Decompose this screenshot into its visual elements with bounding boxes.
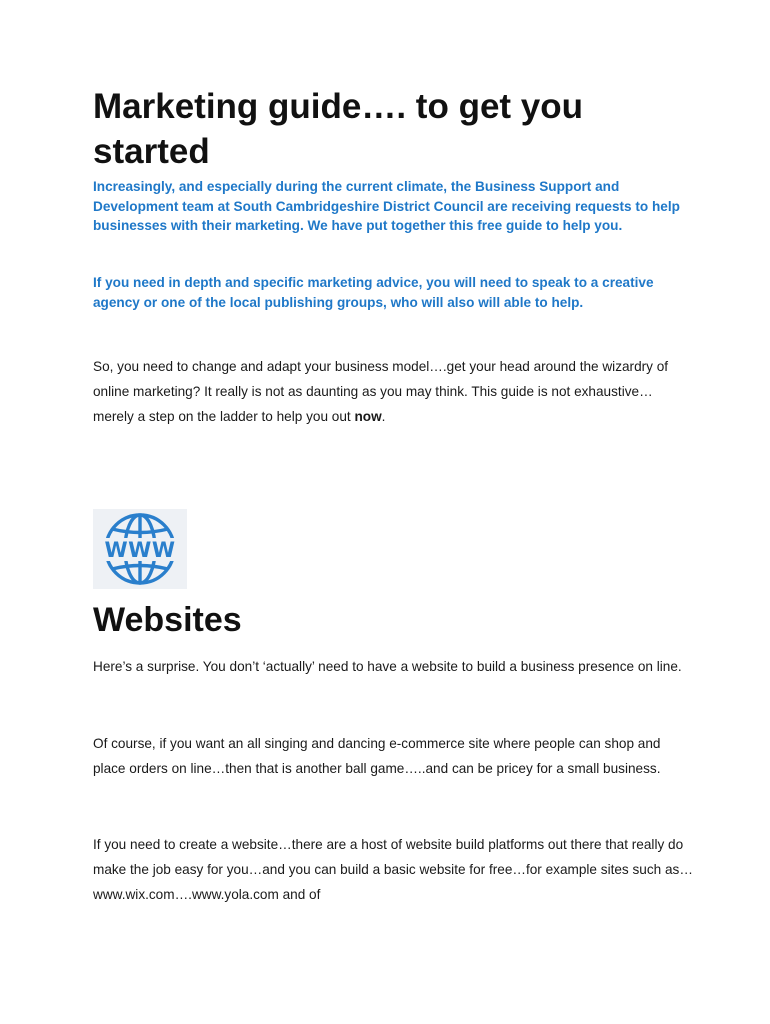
intro-paragraph-advice: If you need in depth and specific marketing advice, you will need to speak to a creative agency or one of the local publishing groups, who will also will able to help.	[93, 275, 654, 310]
websites-paragraph-builders: If you need to create a website…there are a host of website build platforms out there that really do make the job easy for you…and you can build a basic website for free…for example sites such as…www.wix.com….www.yola.com and of	[93, 837, 693, 902]
body-paragraph-intro-text: So, you need to change and adapt your business model….get your head around the wizardry of online marketing? It really is not as daunting as you may think. This guide is not exhaustive…merely a step on the ladder to help you out	[93, 359, 669, 424]
websites-paragraph-ecommerce: Of course, if you want an all singing and dancing e-commerce site where people can shop and place orders on line…then that is another ball game…..and can be pricey for a small business.	[93, 736, 661, 776]
page-title: Marketing guide…. to get you started	[93, 87, 584, 171]
www-globe-icon	[93, 509, 187, 589]
section-heading-websites: Websites	[93, 601, 242, 639]
www-icon-label: WWW	[104, 538, 176, 562]
body-paragraph-intro	[93, 354, 693, 429]
body-paragraph-intro-end: .	[381, 409, 386, 424]
websites-paragraph: Here’s a surprise. You don’t ‘actually’ need to have a website to build a business presence on line.	[93, 659, 682, 674]
intro-paragraph: Increasingly, and especially during the current climate, the Business Support and Development team at South Cambridgeshire District Council are receiving requests to help businesses with their marketing. We have put together this free guide to help you.	[93, 179, 680, 233]
body-paragraph-intro-bold: now	[354, 409, 382, 424]
